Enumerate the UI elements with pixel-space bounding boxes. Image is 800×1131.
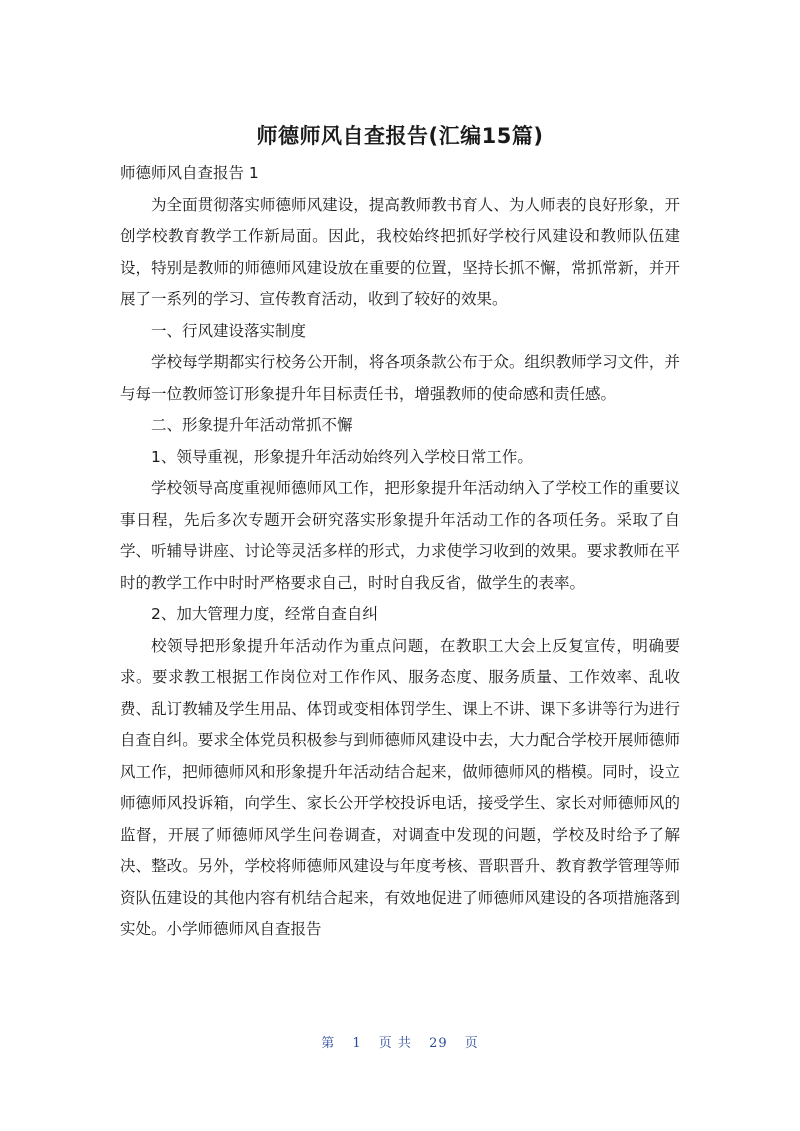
footer-di: 第 xyxy=(321,1036,336,1051)
page-footer xyxy=(0,1032,800,1051)
footer-ye: 页 xyxy=(464,1036,479,1051)
document-body xyxy=(120,158,680,946)
paragraph: 校领导把形象提升年活动作为重点问题，在教职工大会上反复宣传，明确要求。要求教工根据工作岗位对工作作风、服务态度、服务质量、工作效率、乱收费、乱订教辅及学生用品、体罚或变相体罚学生、课上不讲、课下多讲等行为进行自查自纠。要求全体党员积极参与到师德师风建设中去，大力配合学校开展师德师风工作，把师德师风和形象提升年活动结合起来，做师德师风的楷模。同时，设立师德师风投诉箱，向学生、家长公开学校投诉电话，接受学生、家长对师德师风的监督，开展了师德师风学生问卷调查，对调查中发现的问题，学校及时给予了解决、整改。另外，学校将师德师风建设与年度考核、晋职晋升、教育教学管理等师资队伍建设的其他内容有机结合起来，有效地促进了师德师风建设的各项措施落到实处。小学师德师风自查报告 xyxy=(120,636,680,938)
paragraph: 学校每学期都实行校务公开制，将各项条款公布于众。组织教师学习文件，并与每一位教师签订形象提升年目标责任书，增强教师的使命感和责任感。 xyxy=(120,353,680,403)
document-title: 师德师风自查报告(汇编15篇) xyxy=(256,124,544,148)
footer-ye-gong: 页 共 xyxy=(378,1036,412,1051)
subheading: 2、加大管理力度，经常自查自纠 xyxy=(151,605,378,623)
subheading: 二、形象提升年活动常抓不懈 xyxy=(151,416,353,434)
subheading: 1、领导重视，形象提升年活动始终列入学校日常工作。 xyxy=(151,447,533,466)
section-heading: 师德师风自查报告 1 xyxy=(120,164,259,182)
paragraph: 学校领导高度重视师德师风工作，把形象提升年活动纳入了学校工作的重要议事日程，先后多次专题开会研究落实形象提升年活动工作的各项任务。采取了自学、听辅导讲座、讨论等灵活多样的形式，力求使学习收到的效果。要求教师在平时的教学工作中时时严格要求自己，时时自我反省，做学生的表率。 xyxy=(120,479,680,592)
footer-page-total: 29 xyxy=(429,1036,448,1051)
footer-page-current: 1 xyxy=(352,1036,362,1051)
paragraph: 为全面贯彻落实师德师风建设，提高教师教书育人、为人师表的良好形象，开创学校教育教学工作新局面。因此，我校始终把抓好学校行风建设和教师队伍建设，特别是教师的师德师风建设放在重要的位置，坚持长抓不懈，常抓常新，并开展了一系列的学习、宣传教育活动，收到了较好的效果。 xyxy=(120,195,680,308)
subheading: 一、行风建设落实制度 xyxy=(151,321,307,340)
